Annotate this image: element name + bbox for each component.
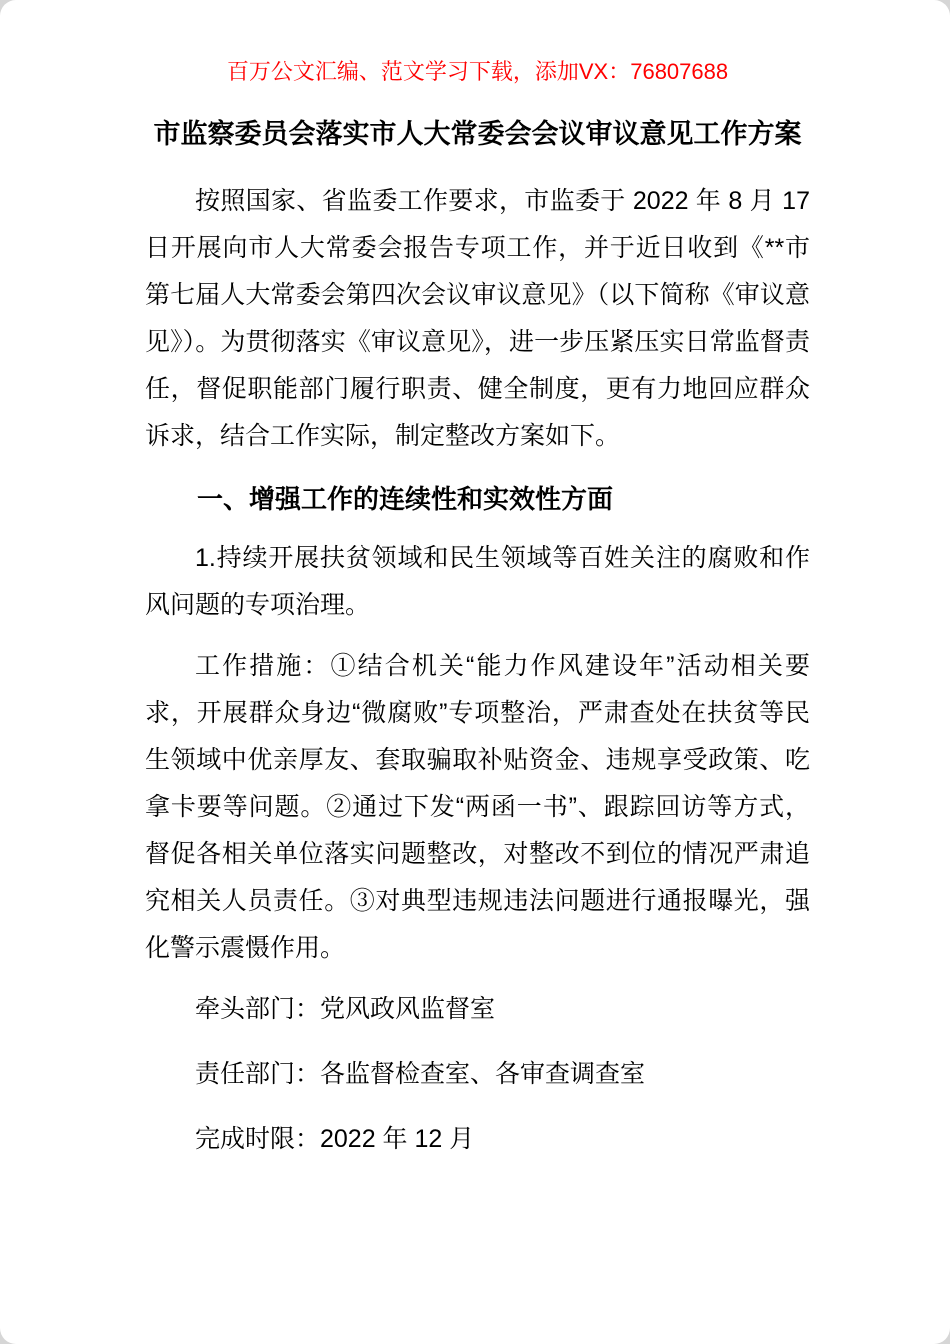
section-heading-1: 一、增强工作的连续性和实效性方面 bbox=[197, 484, 614, 514]
responsible-department-line: 责任部门：各监督检查室、各审查调查室 bbox=[195, 1060, 646, 1088]
task-paragraph: 1.持续开展扶贫领域和民生领域等百姓关注的腐败和作风问题的专项治理。 bbox=[145, 544, 810, 619]
intro-paragraph: 按照国家、省监委工作要求，市监委于 2022 年 8 月 17 日开展向市人大常委会报告专项工作，并于近日收到《**市第七届人大常委会第四次会议审议意见》（以下简称《审议意见》）。为贯彻落实《审议意见》，进一步压紧压实日常监督责任，督促职能部门履行职责、健全制度，更有力地回应群众诉求，结合工作实际，制定整改方案如下。 bbox=[145, 187, 810, 450]
promo-notice: 百万公文汇编、范文学习下载，添加VX：76807688 bbox=[226, 59, 729, 84]
lead-department-line: 牵头部门：党风政风监督室 bbox=[195, 995, 496, 1023]
measures-paragraph: 工作措施：①结合机关“能力作风建设年”活动相关要求，开展群众身边“微腐败”专项整治，严肃查处在扶贫等民生领域中优亲厚友、套取骗取补贴资金、违规享受政策、吃拿卡要等问题。②通过下发“两函一书”、跟踪回访等方式，督促各相关单位落实问题整改，对整改不到位的情况严肃追究相关人员责任。③对典型违规违法问题进行通报曝光，强化警示震慑作用。 bbox=[145, 652, 810, 962]
deadline-line: 完成时限：2022 年 12 月 bbox=[195, 1125, 475, 1153]
document-title: 市监察委员会落实市人大常委会会议审议意见工作方案 bbox=[153, 119, 802, 149]
